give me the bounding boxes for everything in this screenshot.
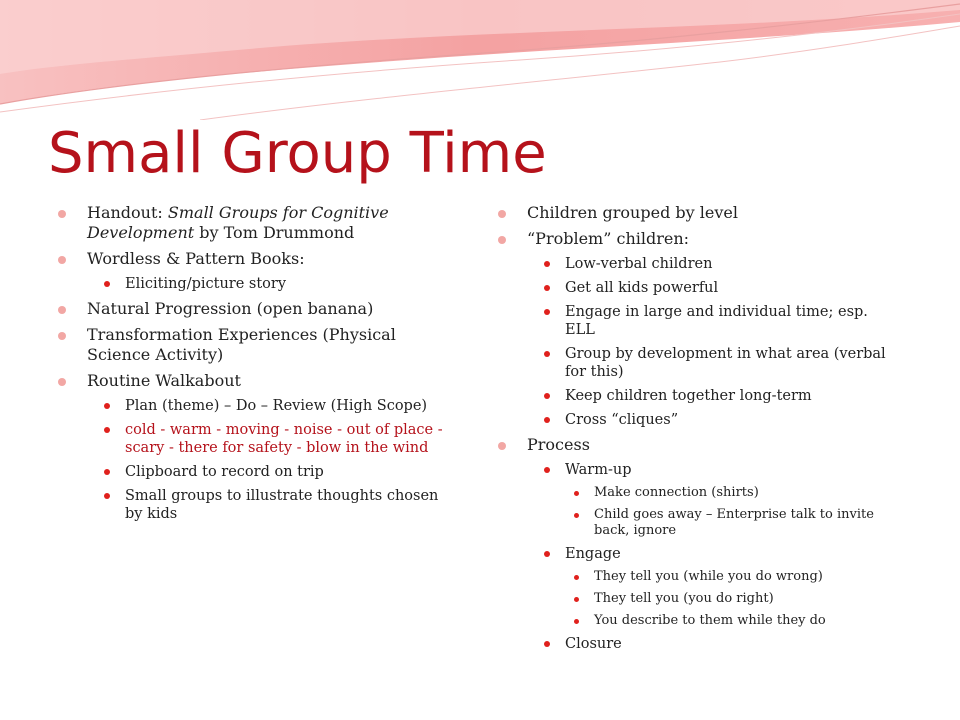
bullet-engage-time: Engage in large and individual time; esp. ELL — [498, 303, 898, 339]
bullet-tell-right: They tell you (you do right) — [498, 591, 898, 607]
bullet-tell-wrong: They tell you (while you do wrong) — [498, 569, 898, 585]
bullet-make-connection: Make connection (shirts) — [498, 485, 898, 501]
bullet-transformation: Transformation Experiences (Physical Science Activity) — [58, 325, 453, 365]
bullet-group-by-development: Group by development in what area (verbal for this) — [498, 345, 898, 381]
bullet-problem-children: “Problem” children: — [498, 229, 898, 249]
bullet-cross-cliques: Cross “cliques” — [498, 411, 898, 429]
bullet-child-goes-away: Child goes away – Enterprise talk to invite back, ignore — [498, 507, 898, 539]
bullet-describe: You describe to them while they do — [498, 613, 898, 629]
left-bullet-list — [58, 203, 453, 523]
handout-title: Small Groups for Cognitive Development — [87, 203, 389, 242]
bullet-kids-powerful: Get all kids powerful — [498, 279, 898, 297]
bullet-small-groups: Small groups to illustrate thoughts chosen by kids — [58, 487, 453, 523]
bullet-natural-progression: Natural Progression (open banana) — [58, 299, 453, 319]
bullet-handout — [58, 203, 453, 243]
bullet-walkabout-words: cold - warm - moving - noise - out of place - scary - there for safety - blow in the wind — [58, 421, 453, 457]
bullet-low-verbal: Low-verbal children — [498, 255, 898, 273]
handout-author: by Tom Drummond — [194, 223, 355, 242]
bullet-routine-walkabout: Routine Walkabout — [58, 371, 453, 391]
bullet-keep-together: Keep children together long-term — [498, 387, 898, 405]
bullet-eliciting: Eliciting/picture story — [58, 275, 453, 293]
right-column — [498, 203, 898, 659]
header-swoosh-decoration — [0, 0, 960, 120]
bullet-clipboard: Clipboard to record on trip — [58, 463, 453, 481]
bullet-closure: Closure — [498, 635, 898, 653]
left-column — [58, 203, 453, 529]
bullet-plan-do-review: Plan (theme) – Do – Review (High Scope) — [58, 397, 453, 415]
bullet-engage: Engage — [498, 545, 898, 563]
handout-prefix: Handout: — [87, 203, 168, 222]
slide-title: Small Group Time — [48, 121, 547, 186]
right-bullet-list — [498, 203, 898, 653]
bullet-process: Process — [498, 435, 898, 455]
bullet-warm-up: Warm-up — [498, 461, 898, 479]
bullet-grouped-by-level: Children grouped by level — [498, 203, 898, 223]
bullet-wordless: Wordless & Pattern Books: — [58, 249, 453, 269]
